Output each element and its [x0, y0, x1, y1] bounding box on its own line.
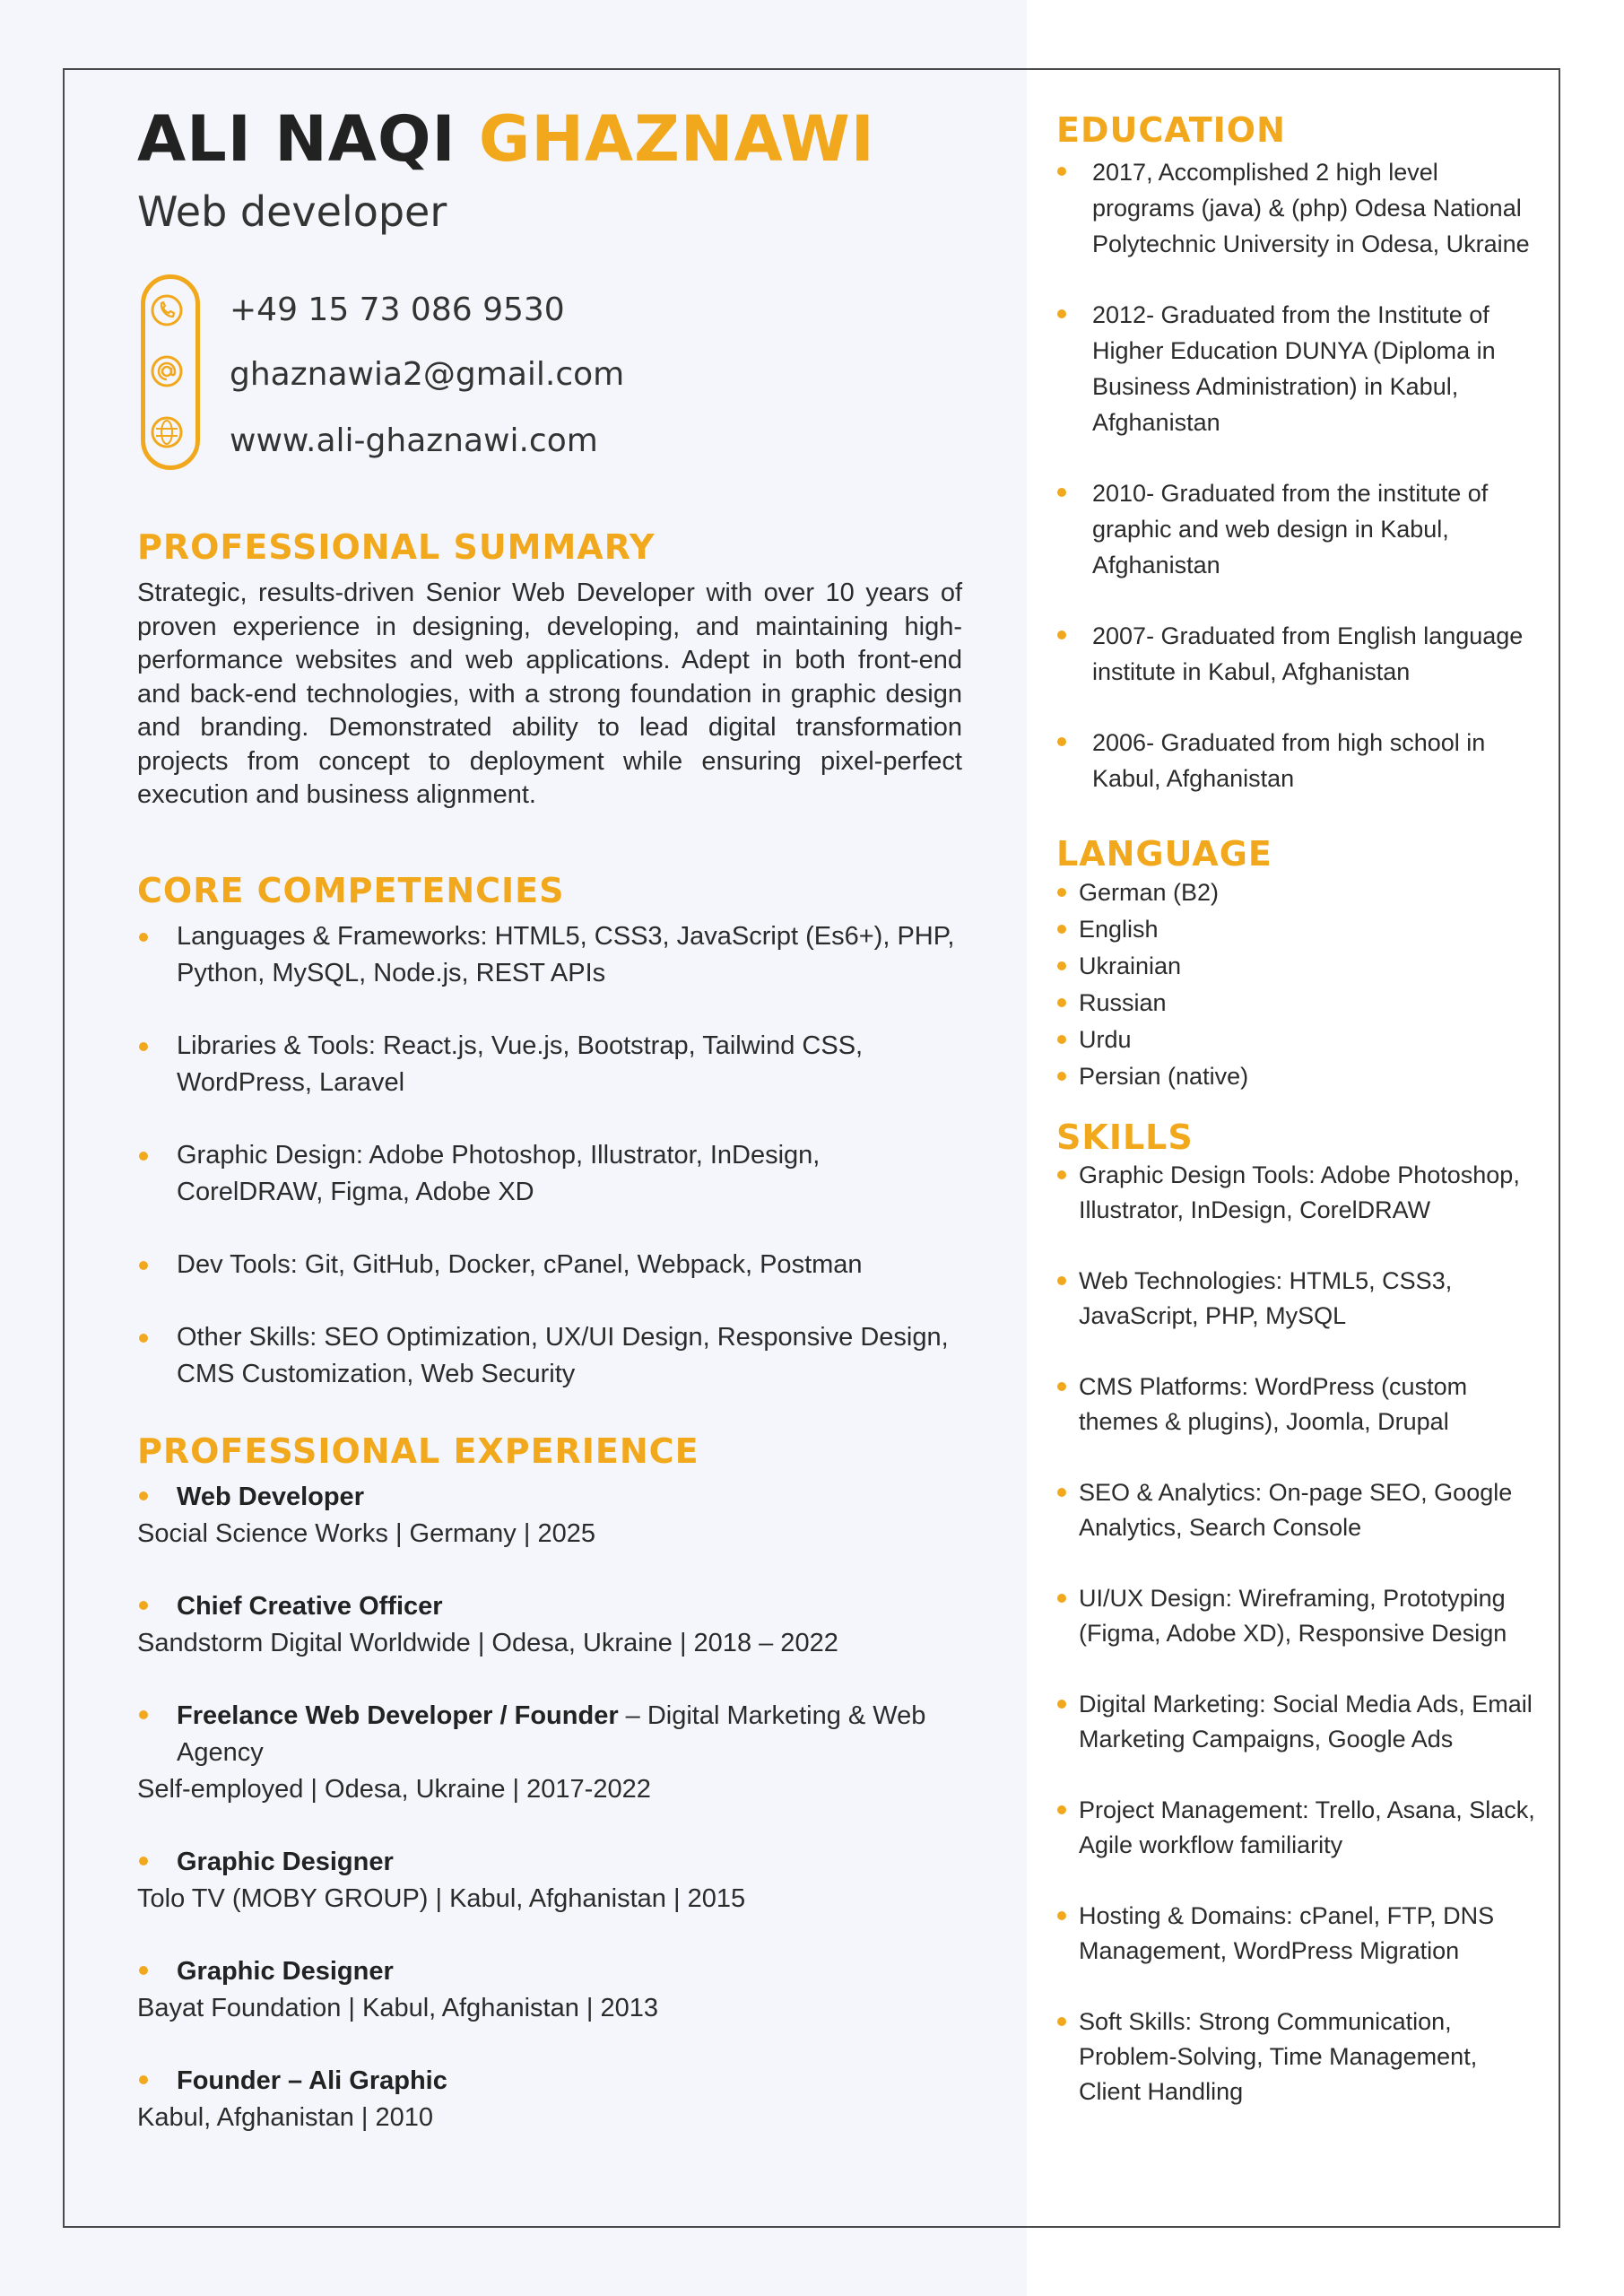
experience-role: Freelance Web Developer / Founder – Digital Marketing & Web Agency — [137, 1698, 962, 1771]
skill-item: Graphic Design Tools: Adobe Photoshop, Illustrator, InDesign, CorelDRAW — [1056, 1158, 1541, 1228]
language-item: Persian (native) — [1056, 1058, 1541, 1095]
skill-item: Hosting & Domains: cPanel, FTP, DNS Management, WordPress Migration — [1056, 1899, 1541, 1969]
phone-icon — [149, 292, 185, 328]
education-item: 2010- Graduated from the institute of graphic and web design in Kabul, Afghanistan — [1056, 475, 1541, 583]
job-title: Web developer — [137, 187, 447, 236]
phone-number: +49 15 73 086 9530 — [230, 291, 565, 328]
competency-item: Graphic Design: Adobe Photoshop, Illustrator, InDesign, CorelDRAW, Figma, Adobe XD — [137, 1137, 962, 1211]
skill-item: Web Technologies: HTML5, CSS3, JavaScript, PHP, MySQL — [1056, 1264, 1541, 1334]
experience-role: Graphic Designer — [137, 1844, 962, 1881]
competencies-list — [137, 918, 962, 1393]
last-name: GHAZNAWI — [478, 102, 875, 176]
experience-item — [137, 1698, 962, 1808]
experience-meta: Kabul, Afghanistan | 2010 — [137, 2102, 434, 2132]
experience-item — [137, 1953, 962, 2027]
experience-item — [137, 1588, 962, 1662]
competency-item: Libraries & Tools: React.js, Vue.js, Bootstrap, Tailwind CSS, WordPress, Laravel — [137, 1028, 962, 1101]
experience-meta: Tolo TV (MOBY GROUP) | Kabul, Afghanistan | 2015 — [137, 1883, 746, 1913]
contact-block — [137, 274, 962, 476]
language-item: Urdu — [1056, 1022, 1541, 1058]
experience-role: Chief Creative Officer — [137, 1588, 962, 1625]
language-heading: LANGUAGE — [1056, 834, 1272, 874]
education-heading: EDUCATION — [1056, 110, 1286, 150]
education-list — [1056, 154, 1541, 796]
skills-list — [1056, 1158, 1541, 2109]
competency-item: Languages & Frameworks: HTML5, CSS3, JavaScript (Es6+), PHP, Python, MySQL, Node.js, REST APIs — [137, 918, 962, 992]
experience-meta: Bayat Foundation | Kabul, Afghanistan | 2013 — [137, 1993, 658, 2022]
experience-list — [137, 1479, 962, 2136]
experience-item — [137, 1844, 962, 1918]
competencies-heading: CORE COMPETENCIES — [137, 870, 565, 910]
language-item: German (B2) — [1056, 874, 1541, 911]
skill-item: Digital Marketing: Social Media Ads, Email Marketing Campaigns, Google Ads — [1056, 1687, 1541, 1757]
experience-meta: Social Science Works | Germany | 2025 — [137, 1518, 595, 1548]
skill-item: Soft Skills: Strong Communication, Problem-Solving, Time Management, Client Handling — [1056, 2005, 1541, 2109]
first-name: ALI NAQI — [137, 102, 456, 176]
competency-item: Other Skills: SEO Optimization, UX/UI Design, Responsive Design, CMS Customization, Web Security — [137, 1319, 962, 1393]
experience-role: Graphic Designer — [137, 1953, 962, 1990]
experience-role: Web Developer — [137, 1479, 962, 1516]
education-item: 2006- Graduated from high school in Kabul, Afghanistan — [1056, 725, 1541, 796]
skill-item: UI/UX Design: Wireframing, Prototyping (Figma, Adobe XD), Responsive Design — [1056, 1581, 1541, 1651]
skill-item: Project Management: Trello, Asana, Slack, Agile workflow familiarity — [1056, 1793, 1541, 1863]
email-address: ghaznawia2@gmail.com — [230, 356, 625, 393]
language-item: Ukrainian — [1056, 948, 1541, 985]
language-list — [1056, 874, 1541, 1095]
website-url: www.ali-ghaznawi.com — [230, 422, 598, 459]
at-sign-icon — [149, 353, 185, 389]
summary-heading: PROFESSIONAL SUMMARY — [137, 527, 656, 567]
experience-meta: Self-employed | Odesa, Ukraine | 2017-2022 — [137, 1774, 651, 1804]
skills-heading: SKILLS — [1056, 1118, 1194, 1157]
summary-text: Strategic, results-driven Senior Web Developer with over 10 years of proven experience in designing, developing, and maintaining high-performance websites and web applications. Adept in both front-end and back-end technologies, with a strong foundation in graphic design and branding. Demonstrated ability to lead digital transformation projects from concept to deployment while ensuring pixel-perfect execution and business alignment. — [137, 578, 962, 809]
language-item: Russian — [1056, 985, 1541, 1022]
experience-role: Founder – Ali Graphic — [137, 2063, 962, 2100]
education-item: 2007- Graduated from English language institute in Kabul, Afghanistan — [1056, 618, 1541, 690]
globe-icon — [149, 414, 185, 450]
education-item: 2017, Accomplished 2 high level programs (java) & (php) Odesa National Polytechnic University in Odesa, Ukraine — [1056, 154, 1541, 262]
skill-item: SEO & Analytics: On-page SEO, Google Analytics, Search Console — [1056, 1475, 1541, 1545]
experience-meta: Sandstorm Digital Worldwide | Odesa, Ukraine | 2018 – 2022 — [137, 1628, 838, 1657]
candidate-name — [137, 99, 962, 179]
experience-item — [137, 1479, 962, 1552]
competency-item: Dev Tools: Git, GitHub, Docker, cPanel, Webpack, Postman — [137, 1247, 962, 1283]
experience-item — [137, 2063, 962, 2136]
language-item: English — [1056, 911, 1541, 948]
skill-item: CMS Platforms: WordPress (custom themes & plugins), Joomla, Drupal — [1056, 1370, 1541, 1439]
experience-heading: PROFESSIONAL EXPERIENCE — [137, 1431, 699, 1471]
left-column — [137, 99, 962, 2172]
right-column — [1056, 108, 1541, 2145]
education-item: 2012- Graduated from the Institute of Higher Education DUNYA (Diploma in Business Administration) in Kabul, Afghanistan — [1056, 297, 1541, 440]
